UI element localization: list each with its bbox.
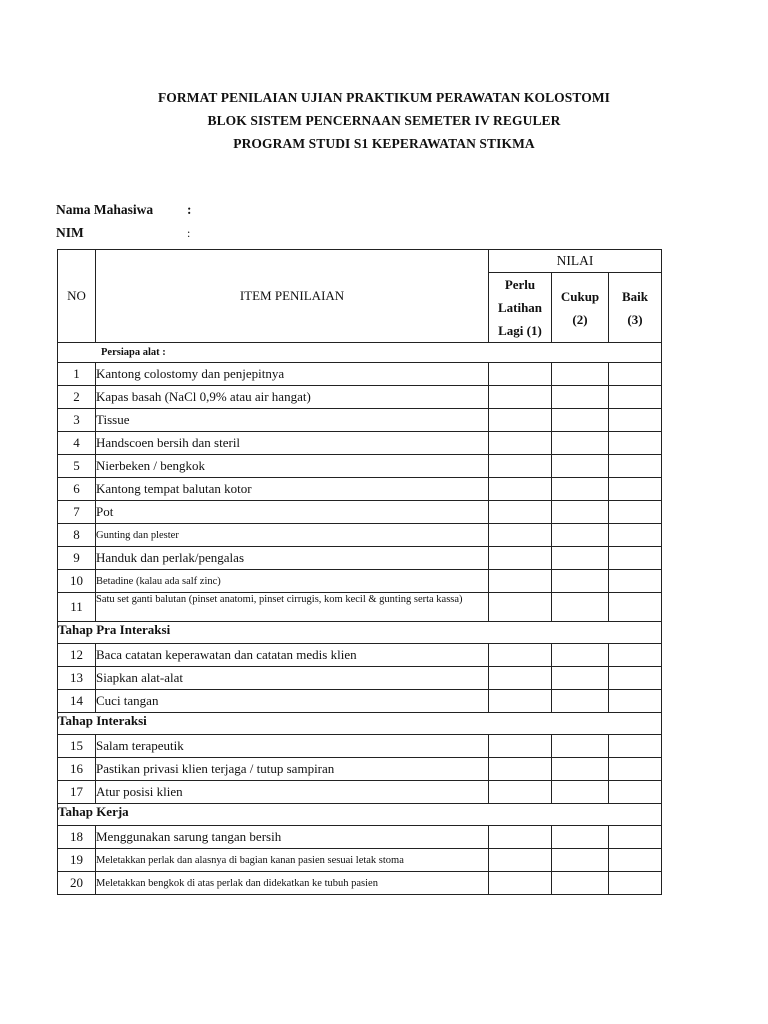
row-number: 1 xyxy=(58,363,96,386)
score-cell-baik[interactable] xyxy=(609,690,662,713)
student-nim-field xyxy=(56,225,190,241)
header-cukup xyxy=(552,273,609,343)
score-cell-baik[interactable] xyxy=(609,781,662,804)
section-row xyxy=(58,713,662,735)
score-cell-perlu[interactable] xyxy=(489,735,552,758)
score-cell-perlu[interactable] xyxy=(489,547,552,570)
table-row xyxy=(58,735,662,758)
table-row xyxy=(58,593,662,622)
score-cell-cukup[interactable] xyxy=(552,386,609,409)
score-cell-cukup[interactable] xyxy=(552,735,609,758)
header-cukup-line-1: Cukup xyxy=(560,288,600,304)
header-no: NO xyxy=(58,250,96,343)
table-row xyxy=(58,501,662,524)
row-item: Kapas basah (NaCl 0,9% atau air hangat) xyxy=(96,386,489,409)
row-item: Siapkan alat-alat xyxy=(96,667,489,690)
score-cell-perlu[interactable] xyxy=(489,524,552,547)
score-cell-cukup[interactable] xyxy=(552,872,609,895)
row-number: 3 xyxy=(58,409,96,432)
row-number: 8 xyxy=(58,524,96,547)
score-cell-perlu[interactable] xyxy=(489,501,552,524)
table-row xyxy=(58,849,662,872)
row-number: 2 xyxy=(58,386,96,409)
score-cell-baik[interactable] xyxy=(609,593,662,622)
table-row xyxy=(58,826,662,849)
row-number: 9 xyxy=(58,547,96,570)
table-row xyxy=(58,455,662,478)
score-cell-cukup[interactable] xyxy=(552,363,609,386)
row-item: Meletakkan bengkok di atas perlak dan didekatkan ke tubuh pasien xyxy=(96,872,489,895)
row-number: 10 xyxy=(58,570,96,593)
table-row xyxy=(58,386,662,409)
row-number: 20 xyxy=(58,872,96,895)
row-item: Pot xyxy=(96,501,489,524)
score-cell-baik[interactable] xyxy=(609,667,662,690)
score-cell-perlu[interactable] xyxy=(489,781,552,804)
section-row xyxy=(58,804,662,826)
score-cell-perlu[interactable] xyxy=(489,826,552,849)
section-kerja: Tahap Kerja xyxy=(58,804,662,826)
row-item: Tissue xyxy=(96,409,489,432)
score-cell-baik[interactable] xyxy=(609,363,662,386)
row-number: 5 xyxy=(58,455,96,478)
header-baik-line-1: Baik xyxy=(622,288,649,304)
score-cell-baik[interactable] xyxy=(609,524,662,547)
score-cell-perlu[interactable] xyxy=(489,478,552,501)
student-nim-colon: : xyxy=(187,226,191,240)
header-cukup-line-2: (2) xyxy=(572,311,588,327)
score-cell-baik[interactable] xyxy=(609,735,662,758)
row-number: 15 xyxy=(58,735,96,758)
table-row xyxy=(58,432,662,455)
document-title xyxy=(0,86,768,155)
score-cell-cukup[interactable] xyxy=(552,409,609,432)
row-number: 4 xyxy=(58,432,96,455)
table-row xyxy=(58,570,662,593)
row-item: Gunting dan plester xyxy=(96,524,489,547)
score-cell-cukup[interactable] xyxy=(552,547,609,570)
table-row xyxy=(58,690,662,713)
score-cell-cukup[interactable] xyxy=(552,501,609,524)
section-pra-interaksi: Tahap Pra Interaksi xyxy=(58,622,662,644)
score-cell-baik[interactable] xyxy=(609,547,662,570)
header-baik xyxy=(609,273,662,343)
title-line-3: PROGRAM STUDI S1 KEPERAWATAN STIKMA xyxy=(233,136,535,151)
row-number: 6 xyxy=(58,478,96,501)
row-number: 16 xyxy=(58,758,96,781)
row-item: Nierbeken / bengkok xyxy=(96,455,489,478)
section-row xyxy=(58,343,662,363)
table-row xyxy=(58,872,662,895)
student-nim-label: NIM xyxy=(56,225,84,240)
score-cell-baik[interactable] xyxy=(609,409,662,432)
row-item: Satu set ganti balutan (pinset anatomi, pinset cirrugis, kom kecil & gunting serta kassa) xyxy=(96,593,489,622)
row-item: Kantong tempat balutan kotor xyxy=(96,478,489,501)
score-cell-cukup[interactable] xyxy=(552,432,609,455)
title-line-1: FORMAT PENILAIAN UJIAN PRAKTIKUM PERAWATAN KOLOSTOMI xyxy=(157,90,611,105)
student-name-field xyxy=(56,202,192,218)
row-number: 17 xyxy=(58,781,96,804)
score-cell-baik[interactable] xyxy=(609,478,662,501)
row-number: 18 xyxy=(58,826,96,849)
header-perlu-latihan xyxy=(489,273,552,343)
score-cell-cukup[interactable] xyxy=(552,781,609,804)
table-row xyxy=(58,547,662,570)
row-item: Menggunakan sarung tangan bersih xyxy=(96,826,489,849)
score-cell-baik[interactable] xyxy=(609,501,662,524)
score-cell-baik[interactable] xyxy=(609,386,662,409)
row-item: Pastikan privasi klien terjaga / tutup sampiran xyxy=(96,758,489,781)
assessment-table xyxy=(57,249,662,895)
row-number: 14 xyxy=(58,690,96,713)
row-item: Betadine (kalau ada salf zinc) xyxy=(96,570,489,593)
score-cell-perlu[interactable] xyxy=(489,570,552,593)
section-persiapan-alat: Persiapa alat : xyxy=(58,343,662,363)
score-cell-baik[interactable] xyxy=(609,455,662,478)
score-cell-cukup[interactable] xyxy=(552,478,609,501)
table-row xyxy=(58,409,662,432)
row-item: Salam terapeutik xyxy=(96,735,489,758)
table-row xyxy=(58,524,662,547)
row-number: 12 xyxy=(58,644,96,667)
title-line-2: BLOK SISTEM PENCERNAAN SEMETER IV REGULER xyxy=(207,113,561,128)
score-cell-cukup[interactable] xyxy=(552,667,609,690)
score-cell-cukup[interactable] xyxy=(552,593,609,622)
score-cell-perlu[interactable] xyxy=(489,363,552,386)
table-row xyxy=(58,478,662,501)
section-row xyxy=(58,622,662,644)
table-row xyxy=(58,667,662,690)
score-cell-cukup[interactable] xyxy=(552,758,609,781)
row-item: Handuk dan perlak/pengalas xyxy=(96,547,489,570)
score-cell-perlu[interactable] xyxy=(489,593,552,622)
score-cell-perlu[interactable] xyxy=(489,644,552,667)
row-item: Atur posisi klien xyxy=(96,781,489,804)
header-baik-line-2: (3) xyxy=(627,311,643,327)
header-perlu-line-2: Latihan xyxy=(497,300,543,315)
score-cell-perlu[interactable] xyxy=(489,386,552,409)
score-cell-baik[interactable] xyxy=(609,432,662,455)
score-cell-baik[interactable] xyxy=(609,849,662,872)
score-cell-perlu[interactable] xyxy=(489,690,552,713)
score-cell-perlu[interactable] xyxy=(489,432,552,455)
score-cell-cukup[interactable] xyxy=(552,849,609,872)
score-cell-cukup[interactable] xyxy=(552,690,609,713)
score-cell-cukup[interactable] xyxy=(552,455,609,478)
score-cell-baik[interactable] xyxy=(609,570,662,593)
row-number: 13 xyxy=(58,667,96,690)
score-cell-cukup[interactable] xyxy=(552,826,609,849)
score-cell-perlu[interactable] xyxy=(489,849,552,872)
student-name-colon: : xyxy=(187,202,192,217)
row-item: Baca catatan keperawatan dan catatan medis klien xyxy=(96,644,489,667)
score-cell-perlu[interactable] xyxy=(489,455,552,478)
score-cell-perlu[interactable] xyxy=(489,667,552,690)
table-row xyxy=(58,363,662,386)
header-perlu-line-3: Lagi (1) xyxy=(498,323,542,338)
score-cell-perlu[interactable] xyxy=(489,872,552,895)
row-item: Meletakkan perlak dan alasnya di bagian kanan pasien sesuai letak stoma xyxy=(96,849,489,872)
student-name-label: Nama Mahasiwa xyxy=(56,202,154,217)
row-item: Kantong colostomy dan penjepitnya xyxy=(96,363,489,386)
row-item: Cuci tangan xyxy=(96,690,489,713)
score-cell-cukup[interactable] xyxy=(552,570,609,593)
row-item: Handscoen bersih dan steril xyxy=(96,432,489,455)
row-number: 19 xyxy=(58,849,96,872)
section-interaksi: Tahap Interaksi xyxy=(58,713,662,735)
table-row xyxy=(58,758,662,781)
header-nilai: NILAI xyxy=(489,250,662,273)
table-row xyxy=(58,781,662,804)
header-item: ITEM PENILAIAN xyxy=(96,250,489,343)
score-cell-cukup[interactable] xyxy=(552,644,609,667)
score-cell-perlu[interactable] xyxy=(489,409,552,432)
score-cell-cukup[interactable] xyxy=(552,524,609,547)
header-perlu-line-1: Perlu xyxy=(504,277,536,292)
table-row xyxy=(58,644,662,667)
row-number: 11 xyxy=(58,593,96,622)
score-cell-baik[interactable] xyxy=(609,644,662,667)
score-cell-baik[interactable] xyxy=(609,872,662,895)
score-cell-perlu[interactable] xyxy=(489,758,552,781)
score-cell-baik[interactable] xyxy=(609,758,662,781)
score-cell-baik[interactable] xyxy=(609,826,662,849)
row-number: 7 xyxy=(58,501,96,524)
